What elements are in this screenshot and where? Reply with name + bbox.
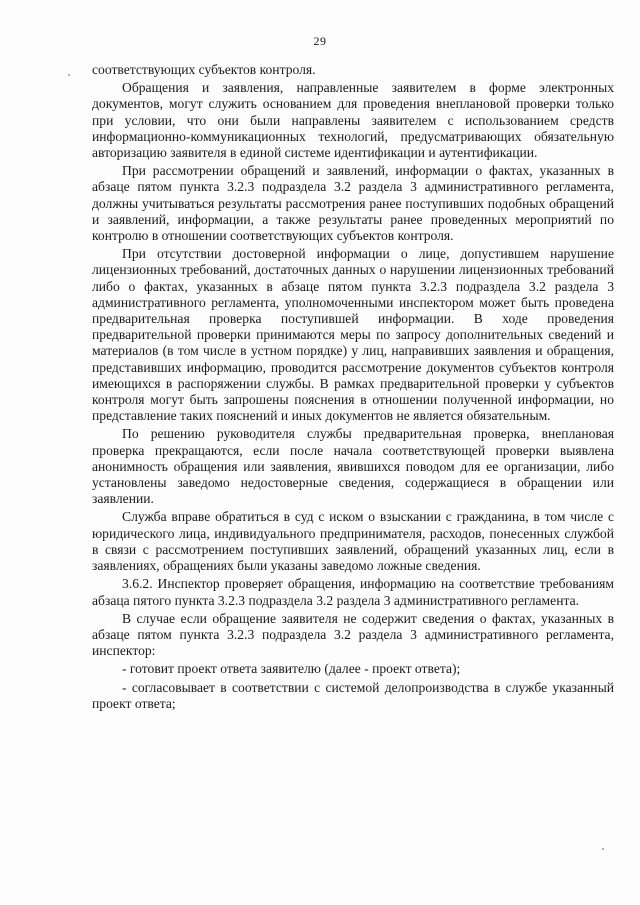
list-item-approve-draft: - согласовывает в соответствии с системой делопроизводства в службе указанный проект ответа;: [92, 679, 614, 711]
list-item-draft-answer: - готовит проект ответа заявителю (далее - проект ответа);: [122, 661, 461, 677]
document-body: [92, 62, 614, 714]
paragraph-court-claim: Служба вправе обратиться в суд с иском о взыскании с гражданина, в том числе с юридического лица, индивидуального предпринимателя, расходов, понесенных службой в связи с рассмотрением поступивших заявлений, обращений указанных лиц, если в заявлениях, обращениях были указаны заведомо ложные сведения.: [92, 509, 614, 574]
paragraph-consideration-results: При рассмотрении обращений и заявлений, информации о фактах, указанных в абзаце пятом пункта 3.2.3 подраздела 3.2 раздела 3 административного регламента, должны учитываться результаты рассмотрения ранее поступивших подобных обращений и заявлений, информации, а также результаты ранее проведенных мероприятий по контролю в отношении соответствующих субъектов контроля.: [92, 163, 614, 244]
scan-speck: [68, 74, 70, 76]
paragraph-section-3-6-2: 3.6.2. Инспектор проверяет обращения, информацию на соответствие требованиям абзаца пятого пункта 3.2.3 подраздела 3.2 раздела 3 административного регламента.: [92, 576, 614, 608]
page-number: 29: [313, 34, 327, 48]
paragraph-check-termination: По решению руководителя службы предварительная проверка, внеплановая проверка прекращаются, если после начала соответствующей проверки выявлена анонимность обращения или заявления, явившихся поводом для ее организации, либо установлены заведомо недостоверные сведения, содержащиеся в обращении или заявлении.: [92, 426, 614, 507]
scan-speck: [602, 848, 604, 850]
paragraph-inspector-actions: В случае если обращение заявителя не содержит сведения о фактах, указанных в абзаце пятом пункта 3.2.3 подраздела 3.2 раздела 3 административного регламента, инспектор:: [92, 610, 614, 659]
paragraph-electronic-appeals: Обращения и заявления, направленные заявителем в форме электронных документов, могут служить основанием для проведения внеплановой проверки только при условии, что они были направлены заявителем с использованием средств информационно-коммуникационных технологий, предусматривающих обязательную авторизацию заявителя в единой системе идентификации и аутентификации.: [92, 80, 614, 161]
paragraph-continuation: соответствующих субъектов контроля.: [92, 62, 316, 77]
paragraph-preliminary-check: При отсутствии достоверной информации о лице, допустившем нарушение лицензионных требований, достаточных данных о нарушении лицензионных требований либо о фактах, указанных в абзаце пятом пункта 3.2.3 подраздела 3.2 раздела 3 административного регламента, уполномоченными инспектором может быть проведена предварительная проверка поступившей информации. В ходе проведения предварительной проверки принимаются меры по запросу дополнительных сведений и материалов (в том числе в устном порядке) у лиц, направивших заявления и обращения, представивших информацию, проводится рассмотрение документов субъектов контроля имеющихся в распоряжении службы. В рамках предварительной проверки у субъектов контроля могут быть запрошены пояснения в отношении полученной информации, но представление таких пояснений и иных документов не является обязательным.: [92, 246, 614, 424]
